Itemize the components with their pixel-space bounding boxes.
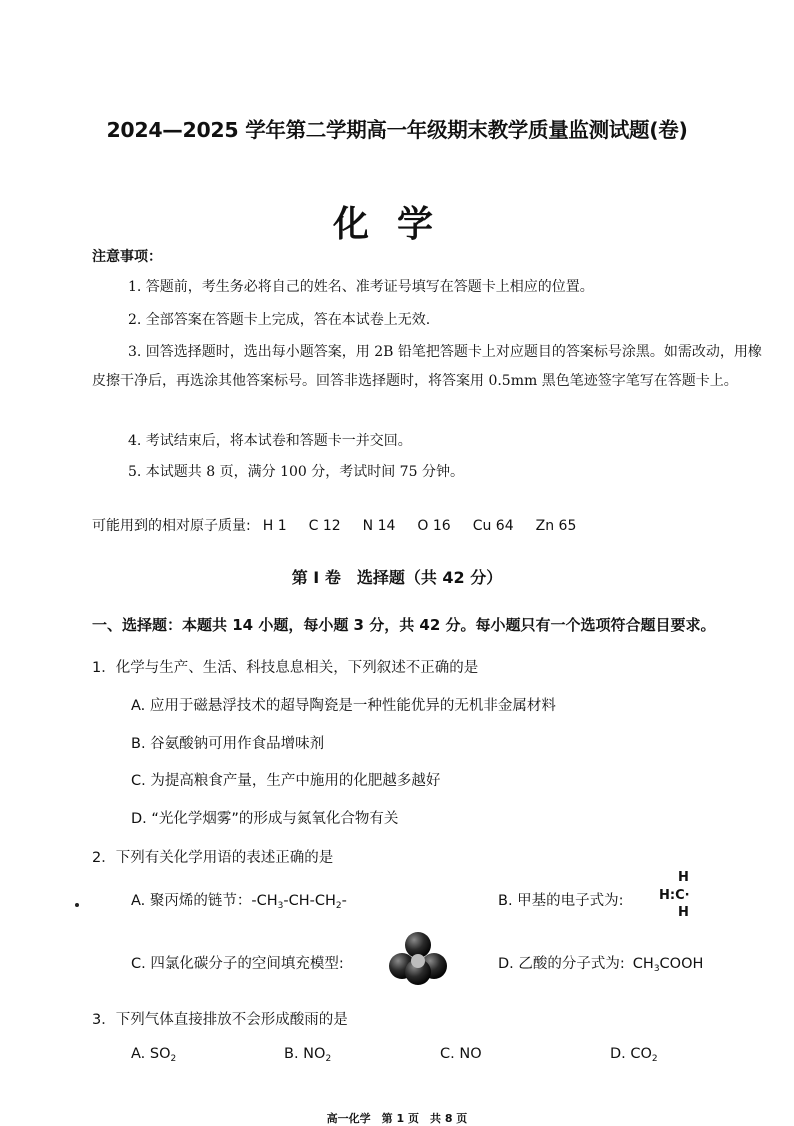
notice-item-4: 4. 考试结束后，将本试卷和答题卡一并交回。: [128, 433, 412, 449]
q2-a-formula-3: -: [341, 893, 347, 909]
q3-a-sub: 2: [170, 1054, 177, 1064]
margin-dot: [75, 903, 79, 907]
q2-d-formula-2: COOH: [659, 956, 704, 972]
q3-d-label: D. CO: [610, 1046, 652, 1062]
q3-option-d: [610, 1046, 658, 1064]
q1-option-d: D. “光化学烟雾”的形成与氮氧化合物有关: [131, 811, 399, 827]
q2-option-a: [131, 889, 347, 911]
methyl-electron-formula: [651, 870, 701, 922]
ccl4-space-filling-model: [388, 930, 448, 986]
q2-a-sub-1: 3: [277, 901, 284, 911]
part-one-instructions: 一、选择题：本题共 14 小题，每小题 3 分，共 42 分。每小题只有一个选项符合题目要求。: [92, 616, 716, 634]
notice-heading: 注意事项：: [92, 249, 162, 265]
q2-option-b-label: B. 甲基的电子式为:: [498, 893, 624, 909]
atomic-masses: [92, 515, 576, 535]
q1-option-b: B. 谷氨酸钠可用作食品增味剂: [131, 736, 325, 752]
q1-option-c: C. 为提高粮食产量，生产中施用的化肥越多越好: [131, 773, 441, 789]
notice-item-1: 1. 答题前，考生务必将自己的姓名、准考证号填写在答题卡上相应的位置。: [128, 279, 594, 295]
q1-stem: 1．化学与生产、生活、科技息息相关，下列叙述不正确的是: [92, 660, 479, 676]
notice-item-3: 3. 回答选择题时，选出每小题答案，用 2B 铅笔把答题卡上对应题目的答案标号涂黑。如需改动，用橡皮擦干净后，再选涂其他答案标号。回答非选择题时，将答案用 0.5mm 黑色笔迹签字笔写在答题卡上。: [92, 344, 762, 389]
section-heading: 第 I 卷 选择题（共 42 分）: [291, 568, 503, 587]
q3-a-label: A. SO: [131, 1046, 171, 1062]
subject-title: 化学: [332, 204, 461, 245]
electron-h-top: H: [678, 870, 689, 885]
q3-stem: 3．下列气体直接排放不会形成酸雨的是: [92, 1012, 348, 1028]
exam-title: 2024—2025 学年第二学期高一年级期末教学质量监测试题(卷): [106, 118, 688, 142]
mass-cu: Cu 64: [472, 518, 514, 534]
q3-d-sub: 2: [651, 1054, 658, 1064]
c-atom-center: [411, 954, 425, 968]
mass-o: O 16: [417, 518, 451, 534]
mass-h: H 1: [262, 518, 287, 534]
q2-d-formula-1: CH: [632, 956, 654, 972]
notice-item-2: 2. 全部答案在答题卡上完成，答在本试卷上无效.: [128, 312, 431, 328]
q1-option-a: A. 应用于磁悬浮技术的超导陶瓷是一种性能优异的无机非金属材料: [131, 698, 556, 714]
q3-option-a: [131, 1046, 176, 1064]
q2-d-label: D. 乙酸的分子式为:: [498, 956, 625, 972]
electron-h-bottom: H: [678, 905, 689, 920]
notice-item-5: 5. 本试题共 8 页，满分 100 分，考试时间 75 分钟。: [128, 464, 464, 480]
q3-b-label: B. NO: [284, 1046, 326, 1062]
mass-zn: Zn 65: [535, 518, 577, 534]
page-footer: 高一化学 第 1 页 共 8 页: [326, 1112, 468, 1125]
q2-a-formula-1: -CH: [251, 893, 278, 909]
q2-d-sub: 3: [653, 964, 660, 974]
q2-a-label: A. 聚丙烯的链节：: [131, 893, 252, 909]
q3-option-b: [284, 1046, 331, 1064]
mass-c: C 12: [308, 518, 341, 534]
electron-h-c: H:C·: [659, 888, 690, 903]
q2-option-d: [498, 952, 703, 974]
q3-option-c: C. NO: [440, 1046, 482, 1062]
q2-stem: 2．下列有关化学用语的表述正确的是: [92, 850, 334, 866]
q2-a-sub-2: 2: [335, 901, 342, 911]
q2-option-c-label: C. 四氯化碳分子的空间填充模型:: [131, 956, 344, 972]
q2-a-formula-2: -CH-CH: [283, 893, 336, 909]
mass-n: N 14: [362, 518, 396, 534]
atomic-masses-label: 可能用到的相对原子质量:: [92, 518, 251, 534]
q3-b-sub: 2: [325, 1054, 332, 1064]
